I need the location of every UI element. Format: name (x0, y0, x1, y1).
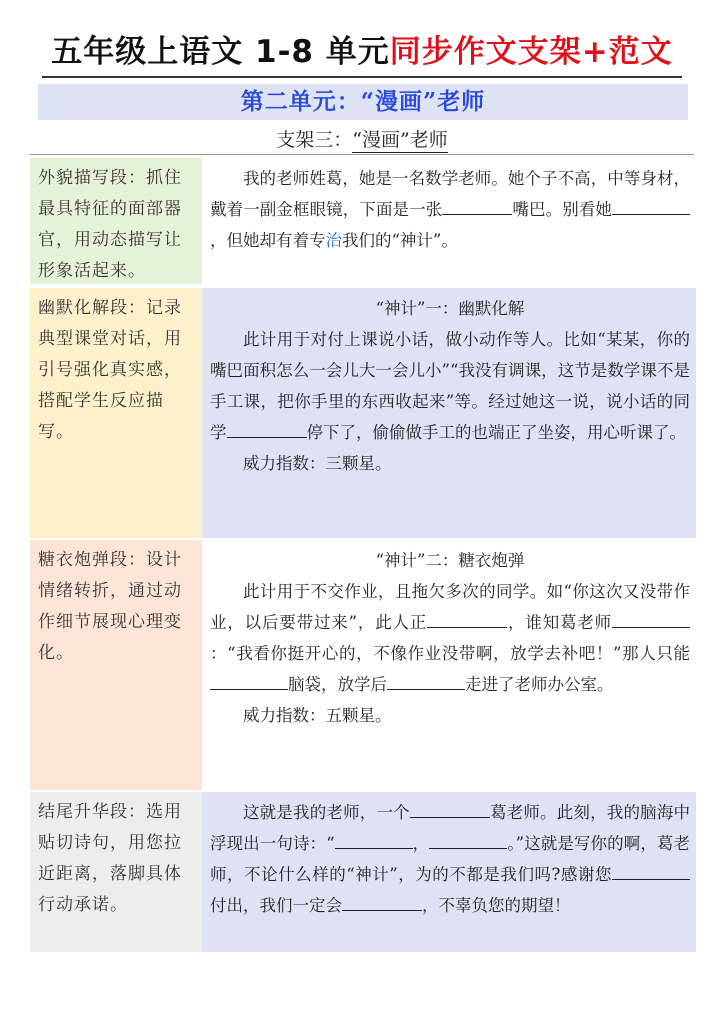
fill-blank[interactable] (227, 419, 307, 438)
fill-blank[interactable] (210, 671, 288, 690)
fill-blank[interactable] (429, 830, 507, 849)
text-segment: 付出，我们一定会 (210, 896, 342, 915)
fill-blank[interactable] (342, 892, 422, 911)
power-rating: 威力指数：三颗星。 (243, 454, 392, 473)
subtitle-prefix: 支架三： (276, 129, 353, 151)
text-segment: 我们的“神计”。 (342, 231, 458, 250)
paragraph (210, 324, 690, 448)
subtitle-divider (30, 154, 694, 155)
text-segment: 我的老师姓葛，她是一名数学老师。她个子不高，中等身材，戴着一副金框眼镜，下面是一张 (210, 169, 690, 219)
row-label: 外貌描写段：抓住最具特征的面部器官，用动态描写让形象活起来。 (30, 158, 202, 284)
row-label: 糖衣炮弹段：设计情绪转折，通过动作细节展现心理变化。 (30, 540, 202, 790)
text-segment: 此计用于对付上课说小话，做小动作等人。比如“某某，你的嘴巴面积怎么一会儿大一会儿小”“我没有调课，这节是数学课不是手工课，把你手里的东西收起来”等。经过她这一说，说小话的同学 (210, 330, 690, 442)
fill-blank[interactable] (442, 196, 512, 215)
text-segment: ，但她却有着专 (210, 231, 326, 250)
row-sugar-coated (30, 540, 696, 790)
power-rating: 威力指数：五颗星。 (243, 706, 392, 725)
section-heading: “神计”二：糖衣炮弹 (375, 551, 525, 570)
row-label: 幽默化解段：记录典型课堂对话，用引号强化真实感，搭配学生反应描写。 (30, 288, 202, 538)
subtitle-main: “漫画”老师 (352, 129, 448, 151)
text-segment: ，谁知葛老师 (507, 613, 612, 632)
title-underline (42, 76, 682, 78)
unit-heading: 第二单元：“漫画”老师 (38, 84, 688, 120)
row-label: 结尾升华段：选用贴切诗句，用您拉近距离，落脚具体行动承诺。 (30, 792, 202, 952)
paragraph (210, 797, 690, 921)
row-content (202, 792, 696, 952)
fill-blank[interactable] (612, 861, 690, 880)
fill-blank[interactable] (410, 799, 490, 818)
fill-blank[interactable] (612, 196, 690, 215)
page-title (0, 30, 724, 74)
text-segment: 葛老师。此刻，我的脑海中浮现出一句诗：“ (210, 803, 691, 853)
row-humor (30, 288, 696, 538)
text-segment: ， (412, 834, 430, 853)
text-segment: 嘴巴。别看她 (512, 200, 613, 219)
fill-blank[interactable] (427, 609, 507, 628)
fill-blank[interactable] (387, 671, 465, 690)
paragraph (210, 576, 690, 700)
text-segment: 此计用于不交作业，且拖欠多次的同学。如“你这次又没带作业，以后要带过来”，此人正 (210, 582, 690, 632)
text-segment: 脑袋，放学后 (288, 675, 387, 694)
highlighted-char: 治 (325, 231, 342, 250)
row-appearance (30, 158, 696, 284)
section-heading: “神计”一：幽默化解 (375, 299, 525, 318)
text-segment: ：“我看你挺开心的，不像作业没带啊，放学去补吧！”那人只能 (210, 644, 690, 663)
text-segment: 走进了老师办公室。 (465, 675, 614, 694)
text-segment: 停下了，偷偷做手工的也端正了坐姿，用心听课了。 (306, 423, 686, 442)
text-segment: ，不辜负您的期望！ (422, 896, 571, 915)
row-content (202, 158, 696, 284)
text-segment: 。”这就是写你的啊，葛老师，不论什么样的“神计”，为的不都是我们吗?感谢您 (210, 834, 691, 884)
row-content (202, 288, 696, 538)
scaffold-subtitle (0, 126, 724, 154)
fill-blank[interactable] (335, 830, 413, 849)
paragraph (210, 163, 690, 256)
text-segment: 这就是我的老师，一个 (243, 803, 410, 822)
title-main: 五年级上语文 1-8 单元 (51, 34, 390, 70)
row-content (202, 540, 696, 790)
row-ending (30, 792, 696, 952)
fill-blank[interactable] (612, 609, 690, 628)
title-highlight: 同步作文支架+范文 (389, 34, 673, 70)
